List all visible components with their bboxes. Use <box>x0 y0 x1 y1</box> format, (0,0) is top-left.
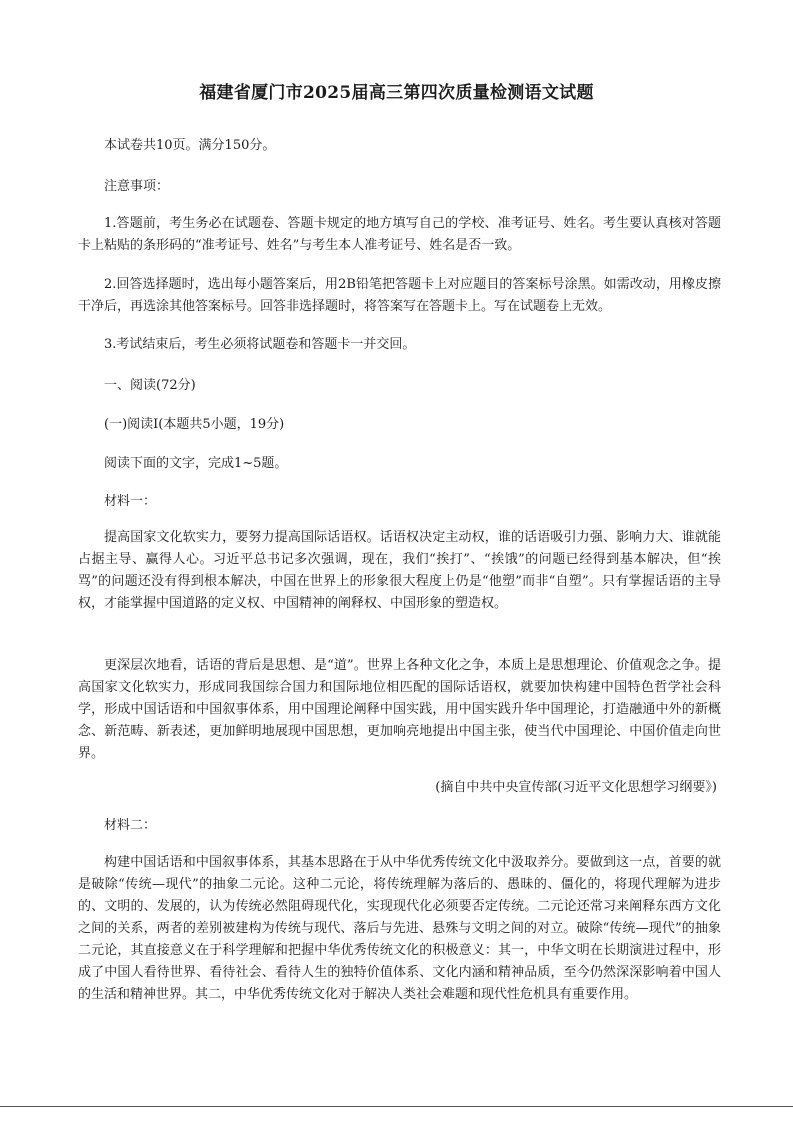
material-1-paragraph-2: 更深层次地看，话语的背后是思想、是“道”。世界上各种文化之争，本质上是思想理论、价值观念之争。提高国家文化软实力，形成同我国综合国力和国际地位相匹配的国际话语权，就要加快构建中国特色哲学社会科学，形成中国话语和中国叙事体系，用中国理论阐释中国实践，用中国实践升华中国理论，打造融通中外的新概念、新范畴、新表述，更加鲜明地展现中国思想，更加响亮地提出中国主张，使当代中国理论、中国价值走向世界。 <box>78 658 721 761</box>
material-2-paragraph-1: 构建中国话语和中国叙事体系，其基本思路在于从中华优秀传统文化中汲取养分。要做到这一点，首要的就是破除“传统—现代”的抽象二元论。这种二元论，将传统理解为落后的、愚昧的、僵化的，将现代理解为进步的、文明的、发展的，认为传统必然阻碍现代化，实现现代化必须要否定传统。二元论还常习来阐释东西方文化之间的关系，两者的差别被建构为传统与现代、落后与先进、悬殊与文明之间的对立。破除“传统—现代”的抽象二元论，其直接意义在于科学理解和把握中华优秀传统文化的积极意义：其一，中华文明在长期演进过程中，形成了中国人看待世界、看待社会、看待人生的独特价值体系、文化内涵和精神品质，至今仍然深深影响着中国人的生活和精神世界。其二，中华优秀传统文化对于解决人类社会难题和现代性危机具有重要作用。 <box>78 855 721 1002</box>
reading-instruction: 阅读下面的文字，完成1~5题。 <box>104 456 288 471</box>
notice-item-3: 3.考试结束后，考生必须将试题卷和答题卡一并交回。 <box>104 337 416 352</box>
notice-heading: 注意事项： <box>104 179 170 194</box>
material-2-label: 材料二： <box>104 818 157 833</box>
exam-intro: 本试卷共10页。满分150分。 <box>104 138 276 153</box>
section-heading: 一、阅读(72分) <box>104 378 196 393</box>
notice-item-1: 1.答题前，考生务必在试题卷、答题卡规定的地方填写自己的学校、准考证号、姓名。考生要认真核对答题卡上粘贴的条形码的“准考证号、姓名”与考生本人准考证号、姓名是否一致。 <box>78 216 721 253</box>
material-1-label: 材料一： <box>104 494 157 509</box>
page-title: 福建省厦门市2025届高三第四次质量检测语文试题 <box>199 83 594 103</box>
subsection-heading: (一)阅读Ⅰ(本题共5小题，19分) <box>104 417 285 432</box>
page-bottom-rule <box>0 1106 793 1107</box>
notice-item-2: 2.回答选择题时，选出每小题答案后，用2B铅笔把答题卡上对应题目的答案标号涂黑。如需改动，用橡皮擦干净后，再选涂其他答案标号。回答非选择题时，将答案写在答题卡上。写在试题卷上无效。 <box>78 277 721 314</box>
material-1-paragraph-1: 提高国家文化软实力，要努力提高国际话语权。话语权决定主动权，谁的话语吸引力强、影响力大、谁就能占据主导、赢得人心。习近平总书记多次强调，现在，我们“挨打”、“挨饿”的问题已经得到基本解决，但“挨骂”的问题还没有得到根本解决，中国在世界上的形象很大程度上仍是“他塑”而非“自塑”。只有掌握话语的主导权，才能掌握中国道路的定义权、中国精神的阐释权、中国形象的塑造权。 <box>78 530 721 611</box>
material-1-source: (摘自中共中央宣传部(习近平文化思想学习纲要》) <box>435 780 717 795</box>
